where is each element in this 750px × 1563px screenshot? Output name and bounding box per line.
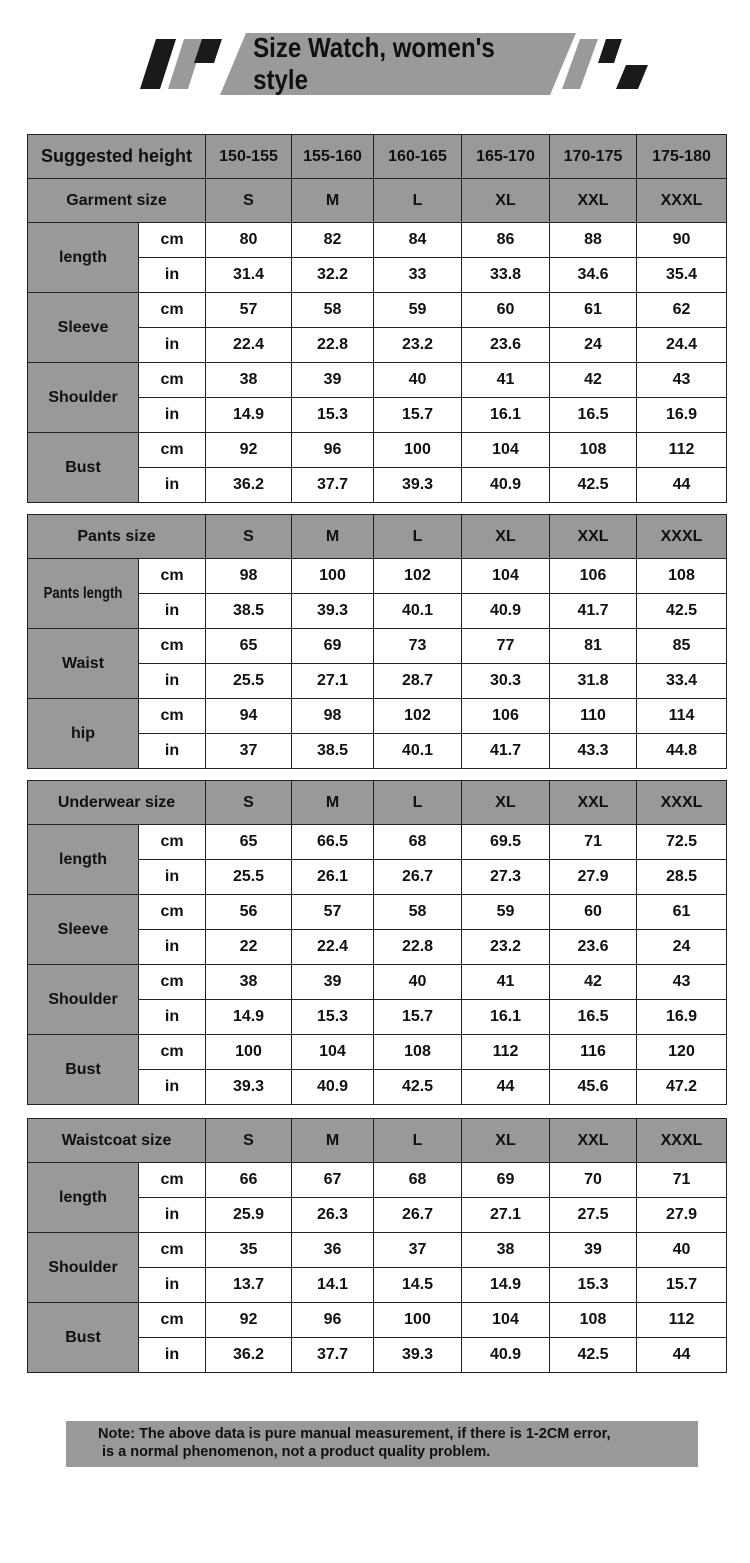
size-header-label: Waistcoat size: [28, 1119, 206, 1163]
size-header-cell: XXL: [550, 515, 637, 559]
value-cell: 104: [462, 559, 550, 594]
size-header-cell: XXXL: [637, 781, 727, 825]
value-cell: 28.5: [637, 860, 727, 895]
value-cell: 41.7: [462, 734, 550, 769]
value-cell: 26.7: [374, 1198, 462, 1233]
size-header-label: Underwear size: [28, 781, 206, 825]
value-cell: 22.4: [206, 328, 292, 363]
value-cell: 39: [550, 1233, 637, 1268]
unit-label: cm: [139, 1303, 206, 1338]
value-cell: 100: [374, 1303, 462, 1338]
unit-label: cm: [139, 1163, 206, 1198]
size-header-cell: L: [374, 515, 462, 559]
value-cell: 16.1: [462, 1000, 550, 1035]
value-cell: 33.4: [637, 664, 727, 699]
value-cell: 71: [637, 1163, 727, 1198]
value-cell: 43: [637, 363, 727, 398]
measurement-name: [28, 699, 139, 769]
height-range-cell: 165-170: [462, 135, 550, 179]
unit-label: cm: [139, 825, 206, 860]
size-header-cell: L: [374, 179, 462, 223]
value-cell: 56: [206, 895, 292, 930]
unit-label: cm: [139, 895, 206, 930]
value-cell: 102: [374, 559, 462, 594]
value-cell: 40.9: [462, 468, 550, 503]
size-header-cell: S: [206, 781, 292, 825]
measurement-name: [28, 293, 139, 363]
value-cell: 24.4: [637, 328, 727, 363]
value-cell: 65: [206, 825, 292, 860]
value-cell: 26.1: [292, 860, 374, 895]
unit-label: in: [139, 258, 206, 293]
value-cell: 31.4: [206, 258, 292, 293]
value-cell: 32.2: [292, 258, 374, 293]
value-cell: 16.1: [462, 398, 550, 433]
value-cell: 35: [206, 1233, 292, 1268]
value-cell: 28.7: [374, 664, 462, 699]
measurement-name-text: length: [59, 850, 107, 868]
value-cell: 100: [292, 559, 374, 594]
value-cell: 59: [462, 895, 550, 930]
note-line-2: is a normal phenomenon, not a product quality problem.: [102, 1444, 491, 1460]
value-cell: 33: [374, 258, 462, 293]
size-header-cell: S: [206, 179, 292, 223]
value-cell: 104: [292, 1035, 374, 1070]
value-cell: 39.3: [206, 1070, 292, 1105]
value-cell: 104: [462, 1303, 550, 1338]
value-cell: 98: [206, 559, 292, 594]
height-range-cell: 155-160: [292, 135, 374, 179]
value-cell: 15.7: [374, 398, 462, 433]
value-cell: 98: [292, 699, 374, 734]
value-cell: 90: [637, 223, 727, 258]
measurement-row: [28, 699, 727, 734]
height-label: Suggested height: [28, 135, 206, 179]
value-cell: 69: [292, 629, 374, 664]
value-cell: 110: [550, 699, 637, 734]
value-cell: 112: [637, 1303, 727, 1338]
value-cell: 84: [374, 223, 462, 258]
measurement-name: [28, 1303, 139, 1373]
title-banner: [140, 33, 650, 95]
value-cell: 43: [637, 965, 727, 1000]
measurement-row: [28, 1035, 727, 1070]
height-row: [28, 135, 727, 179]
value-cell: 69.5: [462, 825, 550, 860]
value-cell: 14.9: [206, 398, 292, 433]
value-cell: 116: [550, 1035, 637, 1070]
value-cell: 22: [206, 930, 292, 965]
size-header-label: Pants size: [28, 515, 206, 559]
measurement-row: [28, 895, 727, 930]
size-header-cell: L: [374, 1119, 462, 1163]
value-cell: 102: [374, 699, 462, 734]
value-cell: 15.3: [550, 1268, 637, 1303]
value-cell: 58: [374, 895, 462, 930]
size-header-cell: XXXL: [637, 179, 727, 223]
value-cell: 61: [550, 293, 637, 328]
unit-label: in: [139, 734, 206, 769]
measurement-name-text: Shoulder: [48, 1258, 118, 1276]
value-cell: 96: [292, 1303, 374, 1338]
value-cell: 72.5: [637, 825, 727, 860]
measurement-name-text: Waist: [61, 654, 105, 672]
measurement-name-text: Sleeve: [57, 318, 109, 336]
value-cell: 37.7: [292, 1338, 374, 1373]
value-cell: 16.5: [550, 1000, 637, 1035]
value-cell: 86: [462, 223, 550, 258]
value-cell: 70: [550, 1163, 637, 1198]
unit-label: in: [139, 860, 206, 895]
value-cell: 27.3: [462, 860, 550, 895]
value-cell: 47.2: [637, 1070, 727, 1105]
value-cell: 43.3: [550, 734, 637, 769]
value-cell: 104: [462, 433, 550, 468]
unit-label: in: [139, 468, 206, 503]
value-cell: 40.1: [374, 734, 462, 769]
page-title: Size Watch, women's style: [253, 32, 495, 95]
value-cell: 38: [206, 363, 292, 398]
size-header-cell: XXL: [550, 179, 637, 223]
value-cell: 38: [462, 1233, 550, 1268]
value-cell: 66: [206, 1163, 292, 1198]
size-header-cell: XL: [462, 515, 550, 559]
measurement-name: [28, 1035, 139, 1105]
value-cell: 16.9: [637, 398, 727, 433]
value-cell: 88: [550, 223, 637, 258]
value-cell: 23.6: [462, 328, 550, 363]
value-cell: 112: [462, 1035, 550, 1070]
value-cell: 42.5: [374, 1070, 462, 1105]
measurement-row: [28, 1233, 727, 1268]
value-cell: 13.7: [206, 1268, 292, 1303]
measurement-row: [28, 629, 727, 664]
value-cell: 14.5: [374, 1268, 462, 1303]
measurement-name-text: hip: [71, 724, 95, 742]
size-table-4: [27, 1118, 727, 1373]
value-cell: 68: [374, 1163, 462, 1198]
size-header-row: [28, 515, 727, 559]
size-header-row: [28, 1119, 727, 1163]
value-cell: 15.3: [292, 398, 374, 433]
measurement-name: [28, 223, 139, 293]
size-table-2: [27, 514, 727, 769]
size-header-label: Garment size: [28, 179, 206, 223]
measurement-name: [28, 363, 139, 433]
value-cell: 41: [462, 965, 550, 1000]
value-cell: 15.7: [374, 1000, 462, 1035]
value-cell: 37.7: [292, 468, 374, 503]
value-cell: 24: [637, 930, 727, 965]
value-cell: 100: [374, 433, 462, 468]
value-cell: 16.9: [637, 1000, 727, 1035]
value-cell: 16.5: [550, 398, 637, 433]
value-cell: 39.3: [374, 468, 462, 503]
value-cell: 80: [206, 223, 292, 258]
value-cell: 85: [637, 629, 727, 664]
value-cell: 24: [550, 328, 637, 363]
value-cell: 38.5: [292, 734, 374, 769]
measurement-row: [28, 1163, 727, 1198]
unit-label: in: [139, 1268, 206, 1303]
value-cell: 27.1: [292, 664, 374, 699]
value-cell: 65: [206, 629, 292, 664]
value-cell: 120: [637, 1035, 727, 1070]
measurement-name: [28, 965, 139, 1035]
measurement-name-text: length: [59, 248, 107, 266]
unit-label: cm: [139, 1233, 206, 1268]
value-cell: 27.9: [637, 1198, 727, 1233]
value-cell: 26.7: [374, 860, 462, 895]
size-header-cell: M: [292, 179, 374, 223]
value-cell: 60: [550, 895, 637, 930]
unit-label: in: [139, 1070, 206, 1105]
value-cell: 23.6: [550, 930, 637, 965]
value-cell: 62: [637, 293, 727, 328]
value-cell: 71: [550, 825, 637, 860]
value-cell: 27.9: [550, 860, 637, 895]
size-header-cell: S: [206, 515, 292, 559]
measurement-note: [66, 1421, 698, 1467]
value-cell: 38.5: [206, 594, 292, 629]
value-cell: 40.9: [462, 1338, 550, 1373]
value-cell: 39.3: [374, 1338, 462, 1373]
size-header-cell: L: [374, 781, 462, 825]
height-range-cell: 150-155: [206, 135, 292, 179]
value-cell: 40.1: [374, 594, 462, 629]
unit-label: cm: [139, 363, 206, 398]
value-cell: 108: [550, 1303, 637, 1338]
value-cell: 41: [462, 363, 550, 398]
size-header-cell: S: [206, 1119, 292, 1163]
measurement-row: [28, 223, 727, 258]
value-cell: 39.3: [292, 594, 374, 629]
value-cell: 82: [292, 223, 374, 258]
value-cell: 22.8: [374, 930, 462, 965]
measurement-name-text: Bust: [65, 1328, 101, 1346]
height-range-cell: 170-175: [550, 135, 637, 179]
measurement-name: [28, 433, 139, 503]
measurement-row: [28, 1303, 727, 1338]
size-header-cell: XL: [462, 179, 550, 223]
unit-label: cm: [139, 223, 206, 258]
measurement-name: [28, 1233, 139, 1303]
value-cell: 44: [637, 468, 727, 503]
measurement-row: [28, 559, 727, 594]
value-cell: 25.9: [206, 1198, 292, 1233]
size-header-cell: XXL: [550, 781, 637, 825]
value-cell: 77: [462, 629, 550, 664]
measurement-name-text: Bust: [65, 458, 101, 476]
value-cell: 114: [637, 699, 727, 734]
unit-label: cm: [139, 293, 206, 328]
unit-label: cm: [139, 1035, 206, 1070]
value-cell: 94: [206, 699, 292, 734]
right-stripe-2: [598, 39, 622, 63]
value-cell: 106: [550, 559, 637, 594]
size-header-cell: M: [292, 1119, 374, 1163]
size-header-cell: M: [292, 781, 374, 825]
value-cell: 36.2: [206, 468, 292, 503]
value-cell: 14.9: [462, 1268, 550, 1303]
value-cell: 42: [550, 965, 637, 1000]
value-cell: 37: [374, 1233, 462, 1268]
value-cell: 33.8: [462, 258, 550, 293]
value-cell: 67: [292, 1163, 374, 1198]
measurement-name: [28, 895, 139, 965]
measurement-row: [28, 363, 727, 398]
value-cell: 42.5: [550, 468, 637, 503]
value-cell: 14.9: [206, 1000, 292, 1035]
value-cell: 23.2: [462, 930, 550, 965]
value-cell: 108: [637, 559, 727, 594]
value-cell: 92: [206, 1303, 292, 1338]
value-cell: 22.8: [292, 328, 374, 363]
value-cell: 36: [292, 1233, 374, 1268]
size-header-cell: M: [292, 515, 374, 559]
unit-label: in: [139, 594, 206, 629]
value-cell: 39: [292, 363, 374, 398]
measurement-row: [28, 293, 727, 328]
value-cell: 45.6: [550, 1070, 637, 1105]
value-cell: 41.7: [550, 594, 637, 629]
value-cell: 44: [637, 1338, 727, 1373]
value-cell: 42.5: [550, 1338, 637, 1373]
value-cell: 15.3: [292, 1000, 374, 1035]
unit-label: in: [139, 930, 206, 965]
value-cell: 40: [637, 1233, 727, 1268]
size-header-cell: XXXL: [637, 515, 727, 559]
value-cell: 92: [206, 433, 292, 468]
value-cell: 31.8: [550, 664, 637, 699]
unit-label: in: [139, 1338, 206, 1373]
value-cell: 68: [374, 825, 462, 860]
value-cell: 36.2: [206, 1338, 292, 1373]
right-stripe-3: [616, 65, 648, 89]
value-cell: 23.2: [374, 328, 462, 363]
measurement-name: [28, 559, 139, 629]
measurement-name-text: Shoulder: [48, 990, 118, 1008]
unit-label: cm: [139, 965, 206, 1000]
value-cell: 30.3: [462, 664, 550, 699]
measurement-name-text: length: [59, 1188, 107, 1206]
height-range-cell: 160-165: [374, 135, 462, 179]
value-cell: 39: [292, 965, 374, 1000]
measurement-name: [28, 629, 139, 699]
height-range-cell: 175-180: [637, 135, 727, 179]
size-header-row: [28, 179, 727, 223]
value-cell: 42.5: [637, 594, 727, 629]
measurement-name-text: Sleeve: [57, 920, 109, 938]
unit-label: cm: [139, 559, 206, 594]
measurement-row: [28, 433, 727, 468]
value-cell: 40: [374, 363, 462, 398]
unit-label: in: [139, 664, 206, 699]
measurement-row: [28, 825, 727, 860]
measurement-row: [28, 965, 727, 1000]
value-cell: 35.4: [637, 258, 727, 293]
size-header-cell: XL: [462, 1119, 550, 1163]
value-cell: 40.9: [292, 1070, 374, 1105]
value-cell: 37: [206, 734, 292, 769]
value-cell: 44: [462, 1070, 550, 1105]
unit-label: cm: [139, 699, 206, 734]
value-cell: 44.8: [637, 734, 727, 769]
value-cell: 61: [637, 895, 727, 930]
value-cell: 106: [462, 699, 550, 734]
measurement-name-text: Pants length: [43, 584, 123, 602]
value-cell: 60: [462, 293, 550, 328]
value-cell: 38: [206, 965, 292, 1000]
measurement-name: [28, 825, 139, 895]
value-cell: 25.5: [206, 860, 292, 895]
measurement-name: [28, 1163, 139, 1233]
value-cell: 25.5: [206, 664, 292, 699]
value-cell: 57: [206, 293, 292, 328]
value-cell: 27.5: [550, 1198, 637, 1233]
value-cell: 73: [374, 629, 462, 664]
unit-label: in: [139, 328, 206, 363]
value-cell: 14.1: [292, 1268, 374, 1303]
value-cell: 22.4: [292, 930, 374, 965]
value-cell: 112: [637, 433, 727, 468]
size-header-row: [28, 781, 727, 825]
value-cell: 59: [374, 293, 462, 328]
measurement-name-text: Bust: [65, 1060, 101, 1078]
value-cell: 66.5: [292, 825, 374, 860]
value-cell: 15.7: [637, 1268, 727, 1303]
size-header-cell: XXL: [550, 1119, 637, 1163]
value-cell: 26.3: [292, 1198, 374, 1233]
value-cell: 27.1: [462, 1198, 550, 1233]
value-cell: 58: [292, 293, 374, 328]
value-cell: 57: [292, 895, 374, 930]
size-table-1: [27, 134, 727, 503]
value-cell: 34.6: [550, 258, 637, 293]
unit-label: cm: [139, 433, 206, 468]
value-cell: 40: [374, 965, 462, 1000]
value-cell: 108: [550, 433, 637, 468]
size-table-3: [27, 780, 727, 1105]
value-cell: 69: [462, 1163, 550, 1198]
value-cell: 100: [206, 1035, 292, 1070]
unit-label: in: [139, 398, 206, 433]
value-cell: 40.9: [462, 594, 550, 629]
size-header-cell: XL: [462, 781, 550, 825]
value-cell: 96: [292, 433, 374, 468]
value-cell: 42: [550, 363, 637, 398]
measurement-name-text: Shoulder: [48, 388, 118, 406]
unit-label: cm: [139, 629, 206, 664]
note-line-1: Note: The above data is pure manual measurement, if there is 1-2CM error,: [98, 1426, 611, 1442]
value-cell: 81: [550, 629, 637, 664]
value-cell: 108: [374, 1035, 462, 1070]
unit-label: in: [139, 1000, 206, 1035]
size-header-cell: XXXL: [637, 1119, 727, 1163]
unit-label: in: [139, 1198, 206, 1233]
